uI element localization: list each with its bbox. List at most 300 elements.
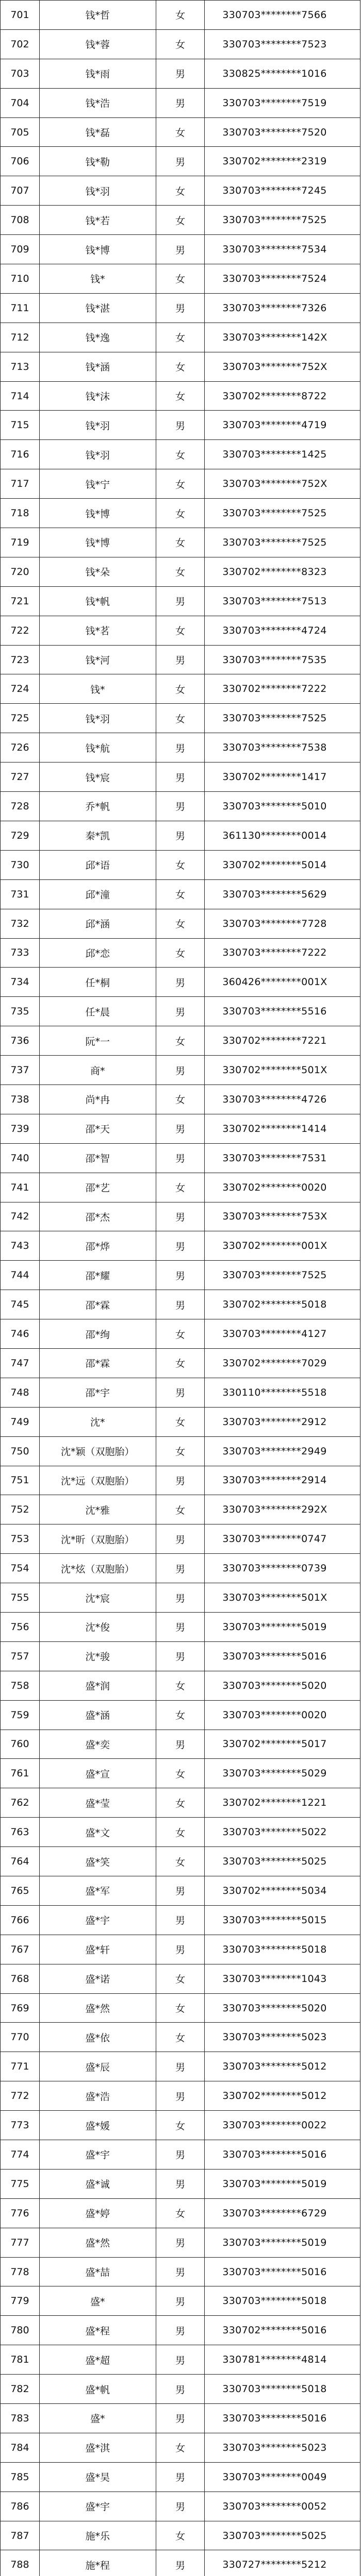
student-name-cell: 邵*艺: [40, 1173, 156, 1202]
gender-cell: 女: [156, 440, 205, 469]
id-number-cell: 330703********7519: [205, 89, 360, 117]
student-name-cell: 商*: [40, 1056, 156, 1084]
student-name-cell: 盛*宇: [40, 2140, 156, 2169]
id-number-cell: 330703********5018: [205, 2375, 360, 2403]
student-name-cell: 沈*远（双胞胎）: [40, 1466, 156, 1495]
gender-cell: 男: [156, 968, 205, 996]
gender-cell: 男: [156, 2492, 205, 2521]
id-number-cell: 330703********7520: [205, 118, 360, 147]
student-name-cell: 秦*凯: [40, 821, 156, 850]
student-name-cell: 钱*涵: [40, 352, 156, 381]
row-number-cell: 772: [1, 2081, 40, 2110]
id-number-cell: 330703********5016: [205, 2258, 360, 2286]
id-number-cell: 330703********5023: [205, 2433, 360, 2462]
table-row: [1, 2316, 360, 2345]
table-row: [1, 1026, 360, 1056]
table-row: [1, 2492, 360, 2521]
id-number-cell: 330702********5017: [205, 1730, 360, 1759]
table-row: [1, 2228, 360, 2258]
row-number-cell: 702: [1, 30, 40, 59]
table-row: [1, 2286, 360, 2316]
id-number-cell: 330781********4814: [205, 2345, 360, 2374]
table-row: [1, 2404, 360, 2433]
student-name-cell: 钱*: [40, 264, 156, 293]
student-name-cell: 邵*耀: [40, 1261, 156, 1290]
student-name-cell: 盛*喆: [40, 2258, 156, 2286]
gender-cell: 男: [156, 1114, 205, 1143]
gender-cell: 男: [156, 1583, 205, 1612]
id-number-cell: 330703********7524: [205, 264, 360, 293]
id-number-cell: 330703********4726: [205, 1085, 360, 1114]
table-row: [1, 646, 360, 675]
table-row: [1, 587, 360, 616]
row-number-cell: 745: [1, 1290, 40, 1319]
table-row: [1, 1524, 360, 1554]
student-name-cell: 盛*辰: [40, 2052, 156, 2081]
gender-cell: 女: [156, 1349, 205, 1378]
id-number-cell: 330703********753X: [205, 1202, 360, 1231]
table-row: [1, 499, 360, 528]
id-number-cell: 330703********752X: [205, 469, 360, 498]
gender-cell: 女: [156, 176, 205, 205]
student-name-cell: 钱*羽: [40, 176, 156, 205]
id-number-cell: 330703********0022: [205, 2111, 360, 2140]
gender-cell: 女: [156, 1671, 205, 1700]
row-number-cell: 741: [1, 1173, 40, 1202]
row-number-cell: 738: [1, 1085, 40, 1114]
table-row: [1, 1730, 360, 1759]
student-name-cell: 邱*涵: [40, 909, 156, 938]
row-number-cell: 766: [1, 1906, 40, 1935]
id-number-cell: 330703********5016: [205, 2140, 360, 2169]
id-number-cell: 330703********5018: [205, 2286, 360, 2315]
gender-cell: 男: [156, 762, 205, 791]
id-number-cell: 330703********7525: [205, 704, 360, 733]
id-number-cell: 330703********7525: [205, 1261, 360, 1290]
id-number-cell: 330702********5016: [205, 2316, 360, 2345]
student-name-cell: 钱*帆: [40, 587, 156, 616]
row-number-cell: 757: [1, 1642, 40, 1671]
row-number-cell: 718: [1, 499, 40, 528]
student-name-cell: 钱*朵: [40, 557, 156, 586]
table-row: [1, 1583, 360, 1613]
row-number-cell: 747: [1, 1349, 40, 1378]
student-name-cell: 邱*潼: [40, 880, 156, 909]
gender-cell: 女: [156, 616, 205, 645]
table-row: [1, 1759, 360, 1788]
gender-cell: 男: [156, 2081, 205, 2110]
student-name-cell: 钱*若: [40, 206, 156, 234]
id-number-cell: 330703********5019: [205, 2170, 360, 2198]
student-name-cell: 尚*冉: [40, 1085, 156, 1114]
table-row: [1, 939, 360, 968]
gender-cell: 女: [156, 1701, 205, 1730]
student-name-cell: 阮*一: [40, 1026, 156, 1055]
student-name-cell: 钱*博: [40, 499, 156, 528]
table-row: [1, 1408, 360, 1437]
id-number-cell: 330702********1417: [205, 762, 360, 791]
table-row: [1, 2081, 360, 2111]
row-number-cell: 785: [1, 2463, 40, 2492]
id-number-cell: 330703********6729: [205, 2199, 360, 2228]
table-row: [1, 674, 360, 704]
student-name-cell: 钱*博: [40, 528, 156, 557]
row-number-cell: 780: [1, 2316, 40, 2345]
gender-cell: 男: [156, 1466, 205, 1495]
row-number-cell: 751: [1, 1466, 40, 1495]
id-number-cell: 330702********7029: [205, 1349, 360, 1378]
id-number-cell: 330703********2914: [205, 1466, 360, 1495]
table-row: [1, 382, 360, 411]
row-number-cell: 723: [1, 646, 40, 674]
gender-cell: 女: [156, 1818, 205, 1846]
row-number-cell: 787: [1, 2521, 40, 2550]
table-row: [1, 323, 360, 352]
table-row: [1, 704, 360, 733]
student-name-cell: 盛*然: [40, 2228, 156, 2257]
student-name-cell: 盛*: [40, 2404, 156, 2433]
student-name-cell: 钱*蓉: [40, 30, 156, 59]
row-number-cell: 710: [1, 264, 40, 293]
student-name-cell: 盛*昊: [40, 2463, 156, 2492]
row-number-cell: 755: [1, 1583, 40, 1612]
id-number-cell: 330703********5016: [205, 2404, 360, 2433]
table-row: [1, 1671, 360, 1701]
row-number-cell: 779: [1, 2286, 40, 2315]
gender-cell: 男: [156, 997, 205, 1026]
row-number-cell: 764: [1, 1847, 40, 1876]
gender-cell: 男: [156, 2345, 205, 2374]
row-number-cell: 716: [1, 440, 40, 469]
student-name-cell: 钱*浩: [40, 89, 156, 117]
row-number-cell: 781: [1, 2345, 40, 2374]
id-number-cell: 330703********0739: [205, 1554, 360, 1583]
id-number-cell: 330703********5016: [205, 1642, 360, 1671]
table-row: [1, 1818, 360, 1847]
gender-cell: 女: [156, 939, 205, 968]
student-name-cell: 邵*杰: [40, 1202, 156, 1231]
student-name-cell: 钱*逸: [40, 323, 156, 352]
id-number-cell: 330702********1221: [205, 1788, 360, 1817]
table-row: [1, 2345, 360, 2375]
row-number-cell: 749: [1, 1408, 40, 1436]
table-row: [1, 352, 360, 382]
gender-cell: 男: [156, 59, 205, 88]
id-number-cell: 330703********7525: [205, 206, 360, 234]
table-row: [1, 89, 360, 118]
id-number-cell: 330703********2949: [205, 1437, 360, 1466]
table-row: [1, 997, 360, 1026]
row-number-cell: 758: [1, 1671, 40, 1700]
student-name-cell: 盛*: [40, 2286, 156, 2315]
row-number-cell: 705: [1, 118, 40, 147]
id-number-cell: 330703********7525: [205, 499, 360, 528]
id-number-cell: 330703********2912: [205, 1408, 360, 1436]
table-row: [1, 118, 360, 147]
id-number-cell: 330703********5020: [205, 1671, 360, 1700]
id-number-cell: 330702********001X: [205, 1231, 360, 1260]
student-name-cell: 沈*宸: [40, 1583, 156, 1612]
table-row: [1, 1378, 360, 1408]
student-name-cell: 沈*俊: [40, 1613, 156, 1641]
table-row: [1, 2199, 360, 2228]
id-number-cell: 330703********5025: [205, 2521, 360, 2550]
gender-cell: 女: [156, 1495, 205, 1524]
table-row: [1, 528, 360, 557]
id-number-cell: 330110********5518: [205, 1378, 360, 1407]
row-number-cell: 771: [1, 2052, 40, 2081]
student-name-cell: 盛*宣: [40, 1759, 156, 1788]
row-number-cell: 737: [1, 1056, 40, 1084]
student-name-cell: 邱*语: [40, 851, 156, 879]
id-number-cell: 360426********001X: [205, 968, 360, 996]
gender-cell: 女: [156, 528, 205, 557]
student-name-cell: 邵*宇: [40, 1378, 156, 1407]
id-number-cell: 330702********5018: [205, 1290, 360, 1319]
row-number-cell: 743: [1, 1231, 40, 1260]
student-name-cell: 钱*航: [40, 733, 156, 762]
student-name-cell: 盛*浩: [40, 2081, 156, 2110]
row-number-cell: 701: [1, 1, 40, 29]
row-number-cell: 727: [1, 762, 40, 791]
row-number-cell: 786: [1, 2492, 40, 2521]
gender-cell: 男: [156, 1642, 205, 1671]
id-number-cell: 330702********5034: [205, 1876, 360, 1905]
id-number-cell: 330703********4719: [205, 411, 360, 439]
table-row: [1, 440, 360, 469]
id-number-cell: 330703********7525: [205, 528, 360, 557]
row-number-cell: 732: [1, 909, 40, 938]
gender-cell: 女: [156, 880, 205, 909]
row-number-cell: 752: [1, 1495, 40, 1524]
row-number-cell: 725: [1, 704, 40, 733]
table-row: [1, 1994, 360, 2023]
gender-cell: 女: [156, 909, 205, 938]
gender-cell: 男: [156, 235, 205, 264]
student-name-cell: 盛*润: [40, 1671, 156, 1700]
row-number-cell: 762: [1, 1788, 40, 1817]
student-name-cell: 盛*文: [40, 1818, 156, 1846]
id-number-cell: 330703********5516: [205, 997, 360, 1026]
gender-cell: 男: [156, 1202, 205, 1231]
student-name-cell: 钱*湛: [40, 294, 156, 323]
table-row: [1, 2140, 360, 2170]
table-row: [1, 909, 360, 939]
table-row: [1, 30, 360, 59]
row-number-cell: 750: [1, 1437, 40, 1466]
table-row: [1, 235, 360, 264]
row-number-cell: 703: [1, 59, 40, 88]
gender-cell: 女: [156, 30, 205, 59]
row-number-cell: 783: [1, 2404, 40, 2433]
id-number-cell: 330702********5012: [205, 2081, 360, 2110]
gender-cell: 女: [156, 2023, 205, 2052]
table-row: [1, 2463, 360, 2492]
gender-cell: 男: [156, 1613, 205, 1641]
table-row: [1, 2521, 360, 2551]
row-number-cell: 714: [1, 382, 40, 411]
student-name-cell: 盛*婷: [40, 2199, 156, 2228]
row-number-cell: 773: [1, 2111, 40, 2140]
gender-cell: 女: [156, 206, 205, 234]
gender-cell: 男: [156, 792, 205, 821]
id-number-cell: 330703********7326: [205, 294, 360, 323]
student-name-cell: 施*程: [40, 2550, 156, 2576]
gender-cell: 女: [156, 1173, 205, 1202]
student-name-cell: 邵*烨: [40, 1231, 156, 1260]
student-name-cell: 盛*宇: [40, 1906, 156, 1935]
student-name-cell: 钱*茗: [40, 616, 156, 645]
gender-cell: 女: [156, 352, 205, 381]
id-number-cell: 330703********501X: [205, 1583, 360, 1612]
student-name-cell: 沈*颖（双胞胎）: [40, 1437, 156, 1466]
student-name-cell: 盛*媛: [40, 2111, 156, 2140]
student-name-cell: 邵*智: [40, 1144, 156, 1173]
row-number-cell: 765: [1, 1876, 40, 1905]
id-number-cell: 330703********0747: [205, 1524, 360, 1553]
gender-cell: 男: [156, 2228, 205, 2257]
gender-cell: 男: [156, 646, 205, 674]
table-row: [1, 2550, 360, 2576]
student-name-cell: 盛*程: [40, 2316, 156, 2345]
gender-cell: 女: [156, 1964, 205, 1993]
table-row: [1, 733, 360, 762]
student-name-cell: 盛*莹: [40, 1788, 156, 1817]
student-name-cell: 盛*诺: [40, 1964, 156, 1993]
table-row: [1, 1935, 360, 1964]
id-number-cell: 330703********752X: [205, 352, 360, 381]
gender-cell: 女: [156, 1408, 205, 1436]
gender-cell: 女: [156, 2199, 205, 2228]
table-row: [1, 880, 360, 909]
id-number-cell: 330703********5018: [205, 1935, 360, 1964]
id-number-cell: 330703********4724: [205, 616, 360, 645]
gender-cell: 女: [156, 1847, 205, 1876]
row-number-cell: 731: [1, 880, 40, 909]
table-row: [1, 2111, 360, 2140]
row-number-cell: 728: [1, 792, 40, 821]
row-number-cell: 704: [1, 89, 40, 117]
id-number-cell: 330703********0049: [205, 2463, 360, 2492]
gender-cell: 男: [156, 1056, 205, 1084]
gender-cell: 男: [156, 2404, 205, 2433]
gender-cell: 女: [156, 499, 205, 528]
gender-cell: 女: [156, 1026, 205, 1055]
table-row: [1, 1085, 360, 1114]
id-number-cell: 330703********142X: [205, 323, 360, 352]
student-name-cell: 钱*宁: [40, 469, 156, 498]
id-number-cell: 330703********1043: [205, 1964, 360, 1993]
id-number-cell: 330702********8722: [205, 382, 360, 411]
row-number-cell: 715: [1, 411, 40, 439]
row-number-cell: 788: [1, 2550, 40, 2576]
student-name-cell: 钱*博: [40, 235, 156, 264]
table-row: [1, 206, 360, 235]
student-name-cell: 沈*骏: [40, 1642, 156, 1671]
id-number-cell: 330703********5025: [205, 1847, 360, 1876]
gender-cell: 男: [156, 2316, 205, 2345]
row-number-cell: 784: [1, 2433, 40, 2462]
id-number-cell: 361130********0014: [205, 821, 360, 850]
student-name-cell: 邵*霖: [40, 1349, 156, 1378]
student-name-cell: 施*乐: [40, 2521, 156, 2550]
student-name-cell: 任*桐: [40, 968, 156, 996]
student-name-cell: 邵*绚: [40, 1319, 156, 1348]
gender-cell: 男: [156, 1261, 205, 1290]
id-number-cell: 330702********2319: [205, 147, 360, 176]
table-row: [1, 1231, 360, 1261]
table-row: [1, 851, 360, 880]
table-row: [1, 557, 360, 587]
id-number-cell: 330703********7523: [205, 30, 360, 59]
student-name-cell: 钱*羽: [40, 440, 156, 469]
table-row: [1, 1466, 360, 1496]
gender-cell: 男: [156, 1290, 205, 1319]
gender-cell: 男: [156, 2258, 205, 2286]
table-row: [1, 1144, 360, 1173]
gender-cell: 女: [156, 264, 205, 293]
row-number-cell: 759: [1, 1701, 40, 1730]
table-row: [1, 1847, 360, 1876]
gender-cell: 男: [156, 147, 205, 176]
student-name-cell: 钱*羽: [40, 704, 156, 733]
student-name-cell: 盛*宇: [40, 2492, 156, 2521]
row-number-cell: 756: [1, 1613, 40, 1641]
row-number-cell: 767: [1, 1935, 40, 1964]
id-number-cell: 330702********7221: [205, 1026, 360, 1055]
table-row: [1, 1495, 360, 1524]
row-number-cell: 717: [1, 469, 40, 498]
student-name-cell: 邵*天: [40, 1114, 156, 1143]
table-row: [1, 1319, 360, 1349]
gender-cell: 女: [156, 704, 205, 733]
id-number-cell: 330703********5010: [205, 792, 360, 821]
row-number-cell: 719: [1, 528, 40, 557]
row-number-cell: 739: [1, 1114, 40, 1143]
row-number-cell: 776: [1, 2199, 40, 2228]
table-row: [1, 2023, 360, 2052]
student-name-cell: 钱*河: [40, 646, 156, 674]
gender-cell: 男: [156, 2052, 205, 2081]
student-name-cell: 钱*勒: [40, 147, 156, 176]
row-number-cell: 726: [1, 733, 40, 762]
table-row: [1, 1173, 360, 1202]
student-name-cell: 沈*炫（双胞胎）: [40, 1554, 156, 1583]
gender-cell: 男: [156, 1231, 205, 1260]
id-number-cell: 330703********5015: [205, 1906, 360, 1935]
id-number-cell: 330703********7513: [205, 587, 360, 616]
table-row: [1, 1613, 360, 1642]
table-row: [1, 147, 360, 176]
gender-cell: 男: [156, 1906, 205, 1935]
id-number-cell: 330703********0052: [205, 2492, 360, 2521]
gender-cell: 女: [156, 382, 205, 411]
gender-cell: 女: [156, 851, 205, 879]
row-number-cell: 734: [1, 968, 40, 996]
row-number-cell: 706: [1, 147, 40, 176]
student-name-cell: 盛*诚: [40, 2170, 156, 2198]
row-number-cell: 712: [1, 323, 40, 352]
student-name-cell: 盛*轩: [40, 1935, 156, 1964]
table-row: [1, 1290, 360, 1319]
row-number-cell: 735: [1, 997, 40, 1026]
student-name-cell: 乔*帆: [40, 792, 156, 821]
table-row: [1, 1349, 360, 1378]
student-name-cell: 钱*哲: [40, 1, 156, 29]
row-number-cell: 746: [1, 1319, 40, 1348]
table-row: [1, 1642, 360, 1671]
table-row: [1, 411, 360, 440]
